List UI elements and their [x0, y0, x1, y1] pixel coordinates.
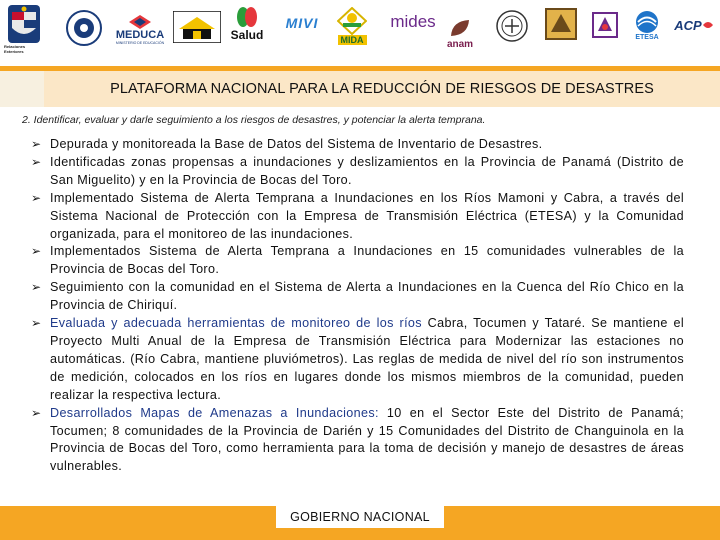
bullet-text: 10 en el Sector Este del Distrito de Panamá; Tocumen; 8 comunidades de la Provincia de Darién y 15 Comunidades del Distrito de Changuinola en la Provincia de Bocas del Toro, como herramienta para la toma de decisión y manejo de desastres de áreas vulnerables. [50, 405, 684, 474]
arrow-bullet-icon: ➢ [31, 154, 42, 169]
arrow-bullet-icon: ➢ [31, 190, 42, 205]
seal-logo [64, 8, 104, 48]
seal-icon [65, 9, 103, 47]
logo-strip [0, 0, 720, 66]
list-item [31, 405, 684, 477]
acp-wave-icon [702, 19, 714, 31]
list-item [31, 154, 684, 190]
miviot-label: MIVI [285, 15, 319, 31]
bullet-text: Depurada y monitoreada la Base de Datos del Sistema de Inventario de Desastres. [50, 137, 543, 151]
mida-icon [337, 7, 367, 35]
miviot-logo [274, 10, 330, 36]
meduca-sublabel: MINISTERIO DE EDUCACIÓN [115, 41, 165, 45]
acp-logo [670, 12, 718, 38]
round-seal-icon [495, 9, 529, 43]
bullet-text: Seguimiento con la comunidad en el Sistema de Alerta a Inundaciones en la Cuenca del Río Chico en la Provincia de Chiriquí. [50, 280, 684, 313]
etesa-logo [626, 6, 668, 44]
mides-logo [384, 8, 442, 36]
meduca-logo [112, 10, 168, 50]
section-subtitle: 2. Identificar, evaluar y darle seguimiento a los riesgos de desastres, y potenciar la alerta temprana. [22, 114, 486, 126]
mides-label: mides [390, 12, 436, 31]
meduca-label: MEDUCA [115, 29, 165, 41]
anam-logo [440, 4, 480, 62]
page-title: PLATAFORMA NACIONAL PARA LA REDUCCIÓN DE RIESGOS DE DESASTRES [110, 81, 654, 97]
left-logo-band [0, 71, 44, 107]
list-item [31, 190, 684, 244]
bullet-text: Implementado Sistema de Alerta Temprana a Inundaciones en los Ríos Mamoni y Cabra, a través del Sistema Nacional de Protección con la Empresa de Transmisión Eléctrica (ETESA) y la Comunidad organizada, para el monitoreo de las inundaciones. [50, 190, 684, 241]
salud-label: Salud [230, 28, 264, 42]
round-seal-logo [494, 6, 530, 46]
mida-label: MIDA [338, 35, 367, 45]
salud-icon [235, 6, 259, 28]
arrow-bullet-icon: ➢ [31, 405, 42, 420]
arrow-bullet-icon: ➢ [31, 316, 42, 331]
square-emblem-logo [544, 6, 578, 42]
acp-label: ACP [674, 17, 702, 33]
purple-emblem-logo [590, 8, 620, 42]
etesa-icon [634, 10, 660, 34]
arrow-bullet-icon: ➢ [31, 244, 42, 259]
bullet-text: Implementados Sistema de Alerta Temprana a Inundaciones en 15 comunidades vulnerables de la Provincia de Bocas del Toro. [50, 244, 684, 277]
anam-label: anam [446, 38, 474, 50]
bullet-text: Cabra, Tocumen y Tataré. Se mantiene el Proyecto Multi Anual de la Empresa de Transmisión Eléctrica para Modernizar las estaciones no automáticas. (Río Cabra, mantiene pluviómetros). Las reglas de medida de nivel del río son instrumentos de medición, colocados en los ríos en lugares donde los mismos miembros de la comunidad, pueden realizar la respectiva lectura. [50, 316, 684, 402]
list-item [31, 243, 684, 279]
footer-label: GOBIERNO NACIONAL [276, 506, 444, 528]
arrow-bullet-icon: ➢ [31, 280, 42, 295]
emblem-icon [7, 4, 41, 44]
list-item [31, 279, 684, 315]
house-icon [173, 11, 221, 43]
meduca-icon [129, 15, 151, 29]
list-item [31, 136, 684, 154]
bullet-list [31, 136, 684, 476]
mivi-house-logo [172, 10, 222, 44]
anam-leaf-icon [448, 17, 472, 39]
title-band [44, 71, 720, 107]
emblem-caption: Relaciones Exteriores [4, 44, 26, 54]
purple-emblem-icon [591, 11, 619, 39]
bullet-lead-text: Desarrollados Mapas de Amenazas a Inundaciones: [50, 405, 379, 420]
mida-logo [330, 4, 374, 48]
salud-logo [224, 4, 270, 44]
panama-emblem-logo [4, 2, 44, 56]
square-emblem-icon [545, 8, 577, 40]
list-item [31, 315, 684, 405]
bullet-lead-text: Evaluada y adecuada herramientas de monitoreo de los ríos [50, 316, 422, 331]
arrow-bullet-icon: ➢ [31, 137, 42, 151]
bullet-text: Identificadas zonas propensas a inundaciones y deslizamientos en la Provincia de Panamá (Distrito de San Miguelito) y en la Provincia de Bocas del Toro. [50, 154, 684, 187]
etesa-label: ETESA [635, 33, 659, 41]
